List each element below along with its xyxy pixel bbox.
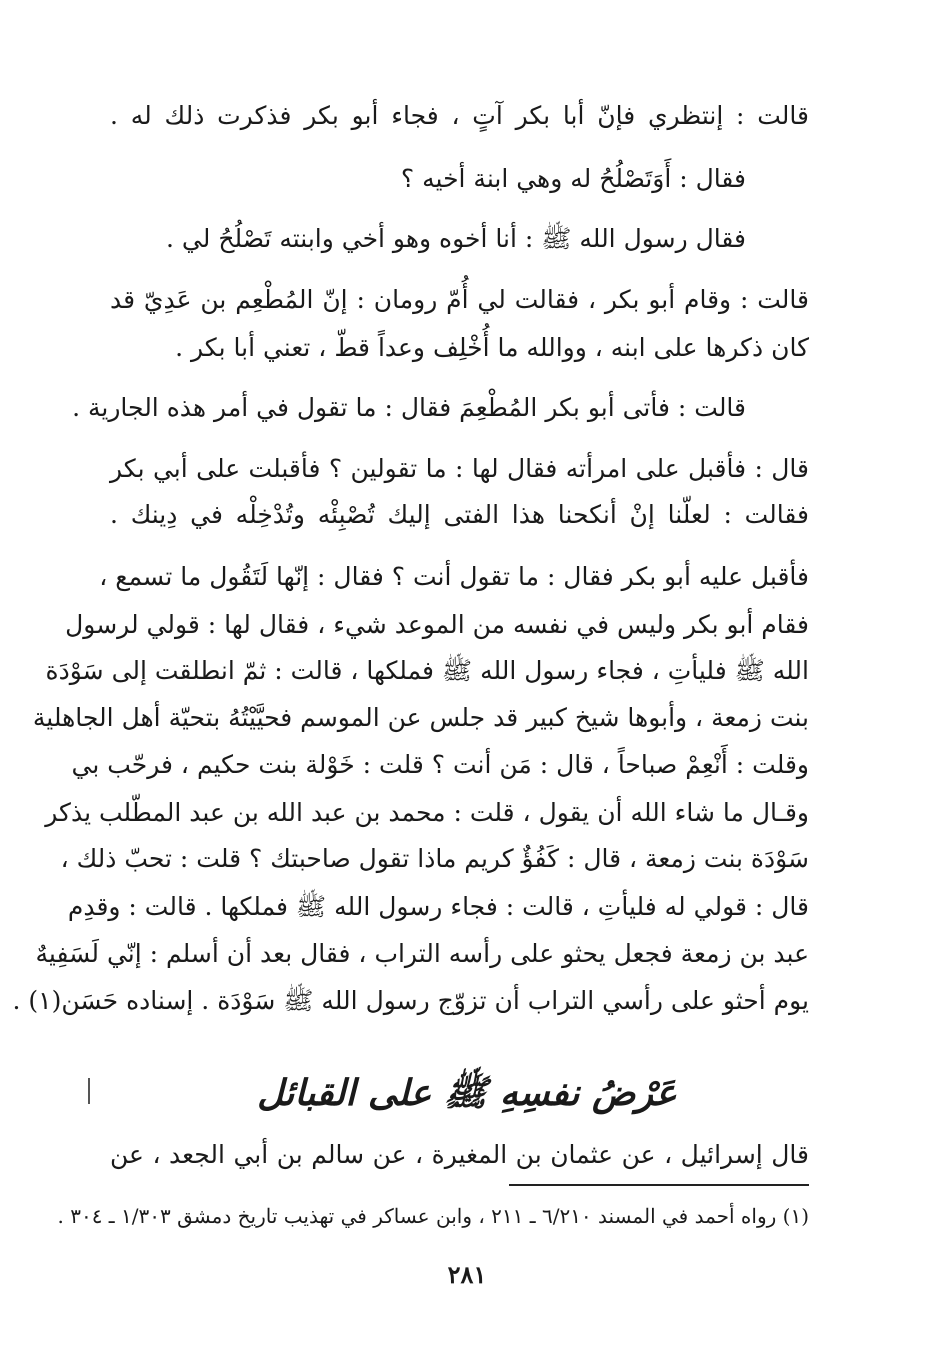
body-line-10: فقام أبو بكر وليس في نفسه من الموعد شيء ، فقال لها : قولي لرسول <box>65 610 809 639</box>
section-heading: عَرْضُ نفسِهِ ﷺ على القبائل <box>257 1072 677 1114</box>
body-line-9: فأقبل عليه أبو بكر فقال : ما تقول أنت ؟ فقال : إنّها لَتَقُول ما تسمع ، <box>99 562 809 591</box>
body-line-1: قالت : إنتظري فإنّ أبا بكر آتٍ ، فجاء أبو بكر فذكرت ذلك له . <box>110 101 809 130</box>
body-line-12: بنت زمعة ، وأبوها شيخ كبير قد جلس عن الموسم فحيَّيْتُهُ بتحيّة أهل الجاهلية <box>32 703 809 732</box>
footnote: (١) رواه أحمد في المسند ٦/٢١٠ ـ ٢١١ ، وابن عساكر في تهذيب تاريخ دمشق ١/٣٠٣ ـ ٣٠٤ . <box>57 1204 809 1228</box>
body-line-8: فقالت : لعلّنا إنْ أنكحنا هذا الفتى إليك تُصْبِئْه وتُدْخِلْه في دِينك . <box>110 500 809 529</box>
body-line-11: الله ﷺ فليأتِ ، فجاء رسول الله ﷺ فملكها ، قالت : ثمّ انطلقت إلى سَوْدَة <box>45 656 809 685</box>
body-line-5: كان ذكرها على ابنه ، ووالله ما أُخْلِف وعداً قطّ ، تعني أبا بكر . <box>175 333 809 362</box>
body-line-15: سَوْدَة بنت زمعة ، قال : كَفُؤٌ كريم ماذا تقول صاحبتك ؟ قلت : تحبّ ذلك ، <box>60 844 809 873</box>
body-line-after-heading: قال إسرائيل ، عن عثمان بن المغيرة ، عن سالم بن أبي الجعد ، عن <box>110 1140 809 1169</box>
body-line-14: وقـال ما شاء الله أن يقول ، قلت : محمد بن عبد الله بن عبد المطّلب يذكر <box>45 798 809 827</box>
footnote-divider <box>509 1184 809 1186</box>
page-number: ٢٨١ <box>447 1260 487 1289</box>
body-line-18: يوم أحثو على رأسي التراب أن تزوّج رسول الله ﷺ سَوْدَة . إسناده حَسَن(١) . <box>12 986 809 1015</box>
body-line-6: قالت : فأتى أبو بكر المُطْعِمَ فقال : ما تقول في أمر هذه الجارية . <box>72 393 746 422</box>
body-line-13: وقلت : أَنْعِمْ صباحاً ، قال : مَن أنت ؟ قلت : خَوْلة بنت حكيم ، فرحّب بي <box>71 750 809 779</box>
body-line-2: فقال : أَوَتَصْلُحُ له وهي ابنة أخيه ؟ <box>400 164 746 193</box>
body-line-7: قال : فأقبل على امرأته فقال لها : ما تقولين ؟ فأقبلت على أبي بكر <box>110 454 809 483</box>
body-line-16: قال : قولي له فليأتِ ، قالت : فجاء رسول الله ﷺ فملكها . قالت : وقدِم <box>67 892 809 921</box>
body-line-4: قالت : وقام أبو بكر ، فقالت لي أُمّ رومان : إنّ المُطْعِم بن عَدِيّ قد <box>110 285 809 314</box>
body-line-17: عبد بن زمعة فجعل يحثو على رأسه التراب ، فقال بعد أن أسلم : إنّي لَسَفِيهٌ <box>35 939 809 968</box>
body-line-3: فقال رسول الله ﷺ : أنا أخوه وهو أخي وابنته تَصْلُحُ لي . <box>166 224 746 253</box>
